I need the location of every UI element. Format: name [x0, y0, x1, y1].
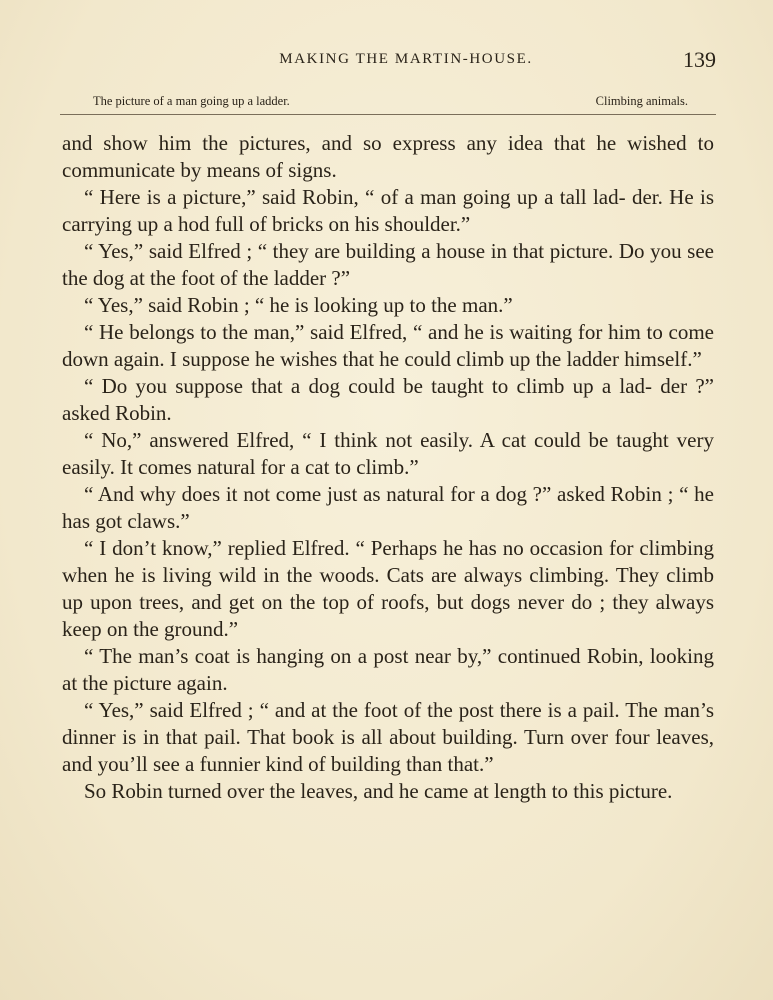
paragraph: “ Here is a picture,” said Robin, “ of a man going up a tall lad- der. He is carrying up a hod full of bricks on his shoulder.” [62, 185, 714, 236]
paragraph: “ Yes,” said Elfred ; “ and at the foot of the post there is a pail. The man’s dinner is in that pail. That book is all about building. Turn over four leaves, and you’ll see a funnier kind of building than that.” [62, 698, 714, 776]
paragraph: “ And why does it not come just as natural for a dog ?” asked Robin ; “ he has got claws.” [62, 482, 714, 533]
paragraph: “ Do you suppose that a dog could be taught to climb up a lad- der ?” asked Robin. [62, 374, 714, 425]
paragraph: “ He belongs to the man,” said Elfred, “ and he is waiting for him to come down again. I suppose he wishes that he could climb up the ladder himself.” [62, 320, 714, 371]
paragraph: “ I don’t know,” replied Elfred. “ Perhaps he has no occasion for climbing when he is living wild in the woods. Cats are always climbing. They climb up upon trees, and get on the top of roofs, but dogs never do ; they always keep on the ground.” [62, 536, 714, 641]
side-note-left: The picture of a man going up a ladder. [93, 94, 290, 108]
running-title: MAKING THE MARTIN-HOUSE. [279, 51, 533, 67]
paragraph: and show him the pictures, and so express any idea that he wished to communicate by means of signs. [62, 131, 714, 182]
paragraph: “ Yes,” said Robin ; “ he is looking up to the man.” [84, 293, 513, 317]
side-note-right: Climbing animals. [595, 94, 688, 108]
paragraph: “ The man’s coat is hanging on a post near by,” continued Robin, looking at the picture again. [62, 644, 714, 695]
paragraph: So Robin turned over the leaves, and he came at length to this picture. [84, 779, 673, 803]
page-number: 139 [683, 47, 716, 72]
running-head [60, 49, 716, 73]
body-text [62, 130, 714, 805]
side-notes [60, 92, 716, 115]
paragraph: “ No,” answered Elfred, “ I think not easily. A cat could be taught very easily. It comes natural for a cat to climb.” [62, 428, 714, 479]
paragraph: “ Yes,” said Elfred ; “ they are building a house in that picture. Do you see the dog at the foot of the ladder ?” [62, 239, 714, 290]
